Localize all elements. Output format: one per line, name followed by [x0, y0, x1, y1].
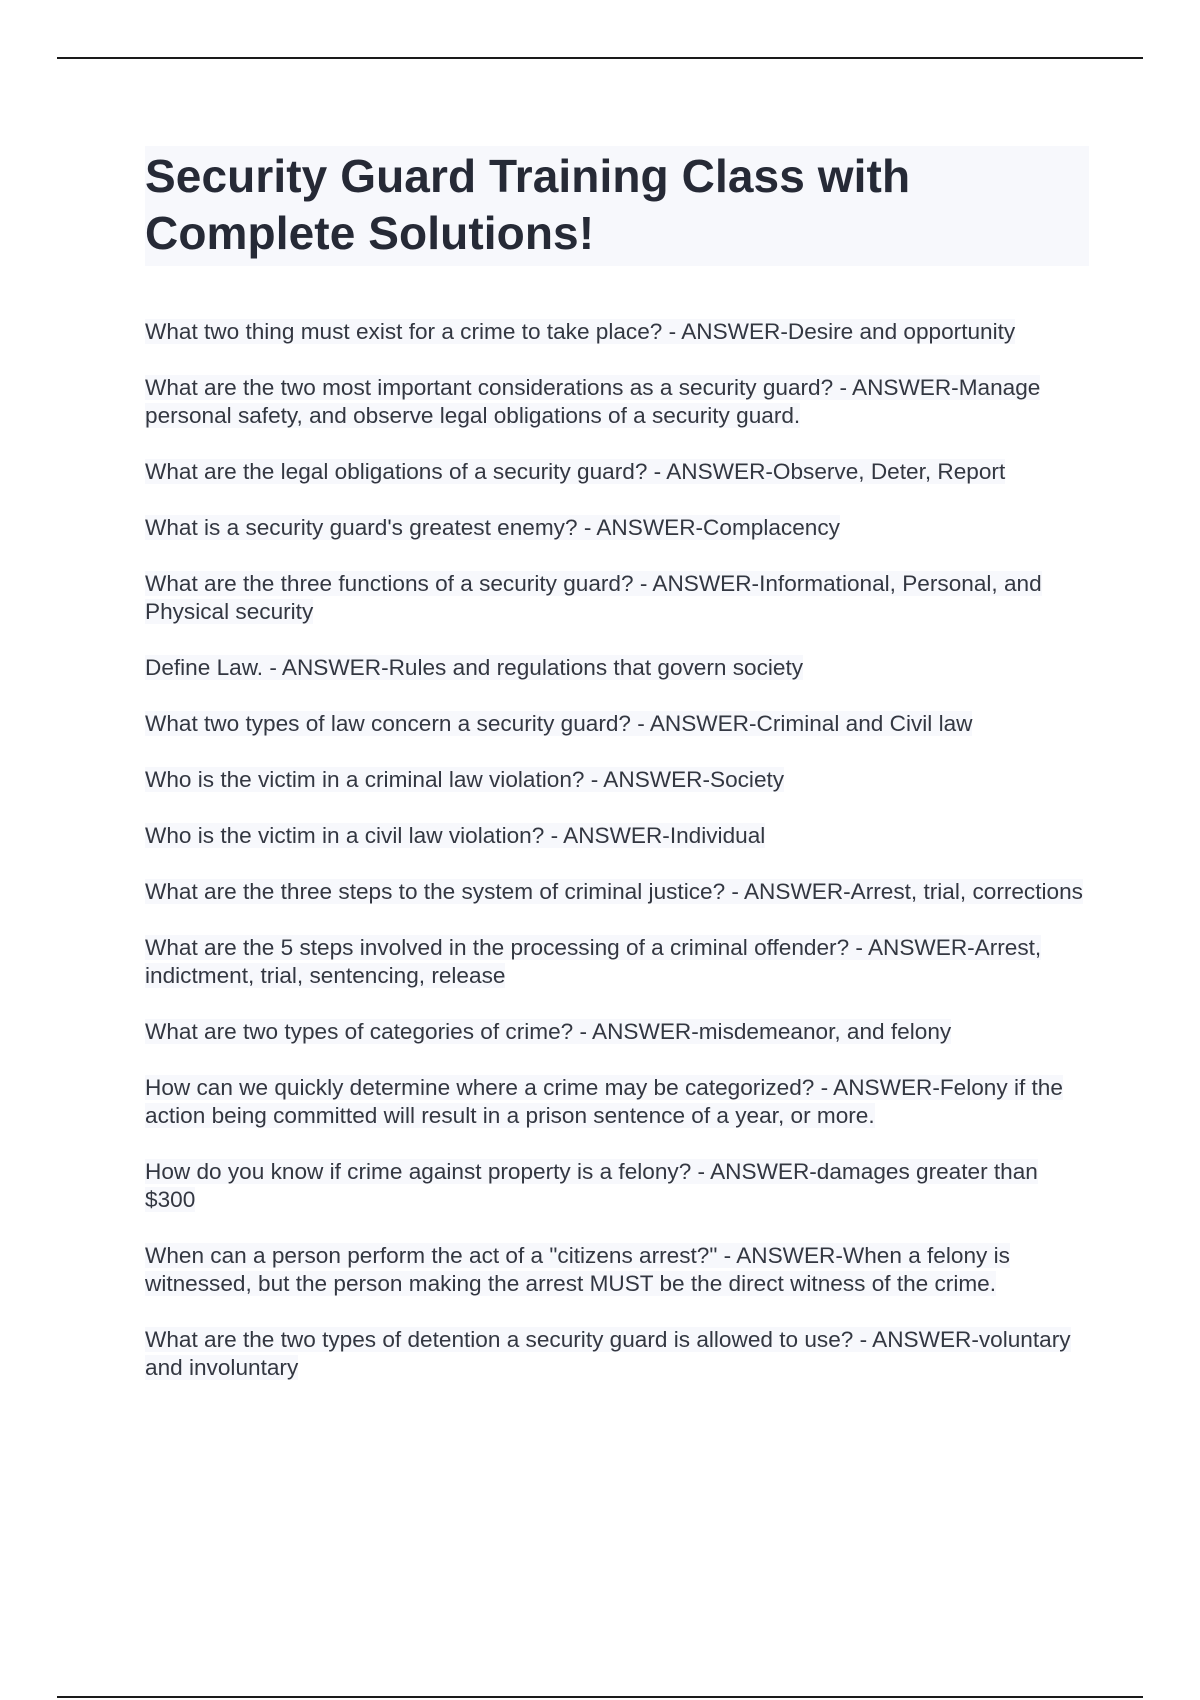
qa-item: [145, 374, 1089, 430]
bottom-divider: [57, 1696, 1143, 1698]
qa-text: What is a security guard's greatest enemy? - ANSWER-Complacency: [145, 515, 840, 540]
qa-item: [145, 1158, 1089, 1214]
qa-text: How do you know if crime against property is a felony? - ANSWER-damages greater than $300: [145, 1159, 1038, 1212]
qa-item: [145, 318, 1089, 346]
qa-item: [145, 934, 1089, 990]
qa-text: Define Law. - ANSWER-Rules and regulations that govern society: [145, 655, 804, 680]
qa-text: When can a person perform the act of a "citizens arrest?" - ANSWER-When a felony is witnessed, but the person making the arrest MUST be the direct witness of the crime.: [145, 1243, 1010, 1296]
qa-text: What are the two most important considerations as a security guard? - ANSWER-Manage personal safety, and observe legal obligations of a security guard.: [145, 375, 1041, 428]
document-body: [145, 146, 1089, 1410]
qa-item: [145, 710, 1089, 738]
qa-item: [145, 878, 1089, 906]
qa-item: [145, 1326, 1089, 1382]
qa-item: [145, 514, 1089, 542]
qa-text: What are the 5 steps involved in the processing of a criminal offender? - ANSWER-Arrest, indictment, trial, sentencing, release: [145, 935, 1042, 988]
qa-text: Who is the victim in a criminal law violation? - ANSWER-Society: [145, 767, 785, 792]
qa-item: [145, 1018, 1089, 1046]
qa-text: What two thing must exist for a crime to take place? - ANSWER-Desire and opportunity: [145, 319, 1016, 344]
qa-list: [145, 318, 1089, 1382]
qa-text: What are the three functions of a security guard? - ANSWER-Informational, Personal, and Physical security: [145, 571, 1042, 624]
qa-item: [145, 766, 1089, 794]
qa-item: [145, 822, 1089, 850]
qa-text: What are the two types of detention a security guard is allowed to use? - ANSWER-voluntary and involuntary: [145, 1327, 1071, 1380]
qa-text: How can we quickly determine where a crime may be categorized? - ANSWER-Felony if the action being committed will result in a prison sentence of a year, or more.: [145, 1075, 1063, 1128]
qa-text: What are two types of categories of crime? - ANSWER-misdemeanor, and felony: [145, 1019, 952, 1044]
top-divider: [57, 57, 1143, 59]
qa-item: [145, 570, 1089, 626]
qa-item: [145, 458, 1089, 486]
qa-text: What are the legal obligations of a security guard? - ANSWER-Observe, Deter, Report: [145, 459, 1006, 484]
qa-text: What two types of law concern a security guard? - ANSWER-Criminal and Civil law: [145, 711, 973, 736]
qa-text: Who is the victim in a civil law violation? - ANSWER-Individual: [145, 823, 766, 848]
title-block: [145, 146, 1089, 266]
qa-item: [145, 1074, 1089, 1130]
document-title: Security Guard Training Class with Complete Solutions!: [145, 150, 911, 259]
qa-item: [145, 1242, 1089, 1298]
qa-item: [145, 654, 1089, 682]
qa-text: What are the three steps to the system of criminal justice? - ANSWER-Arrest, trial, corrections: [145, 879, 1083, 904]
